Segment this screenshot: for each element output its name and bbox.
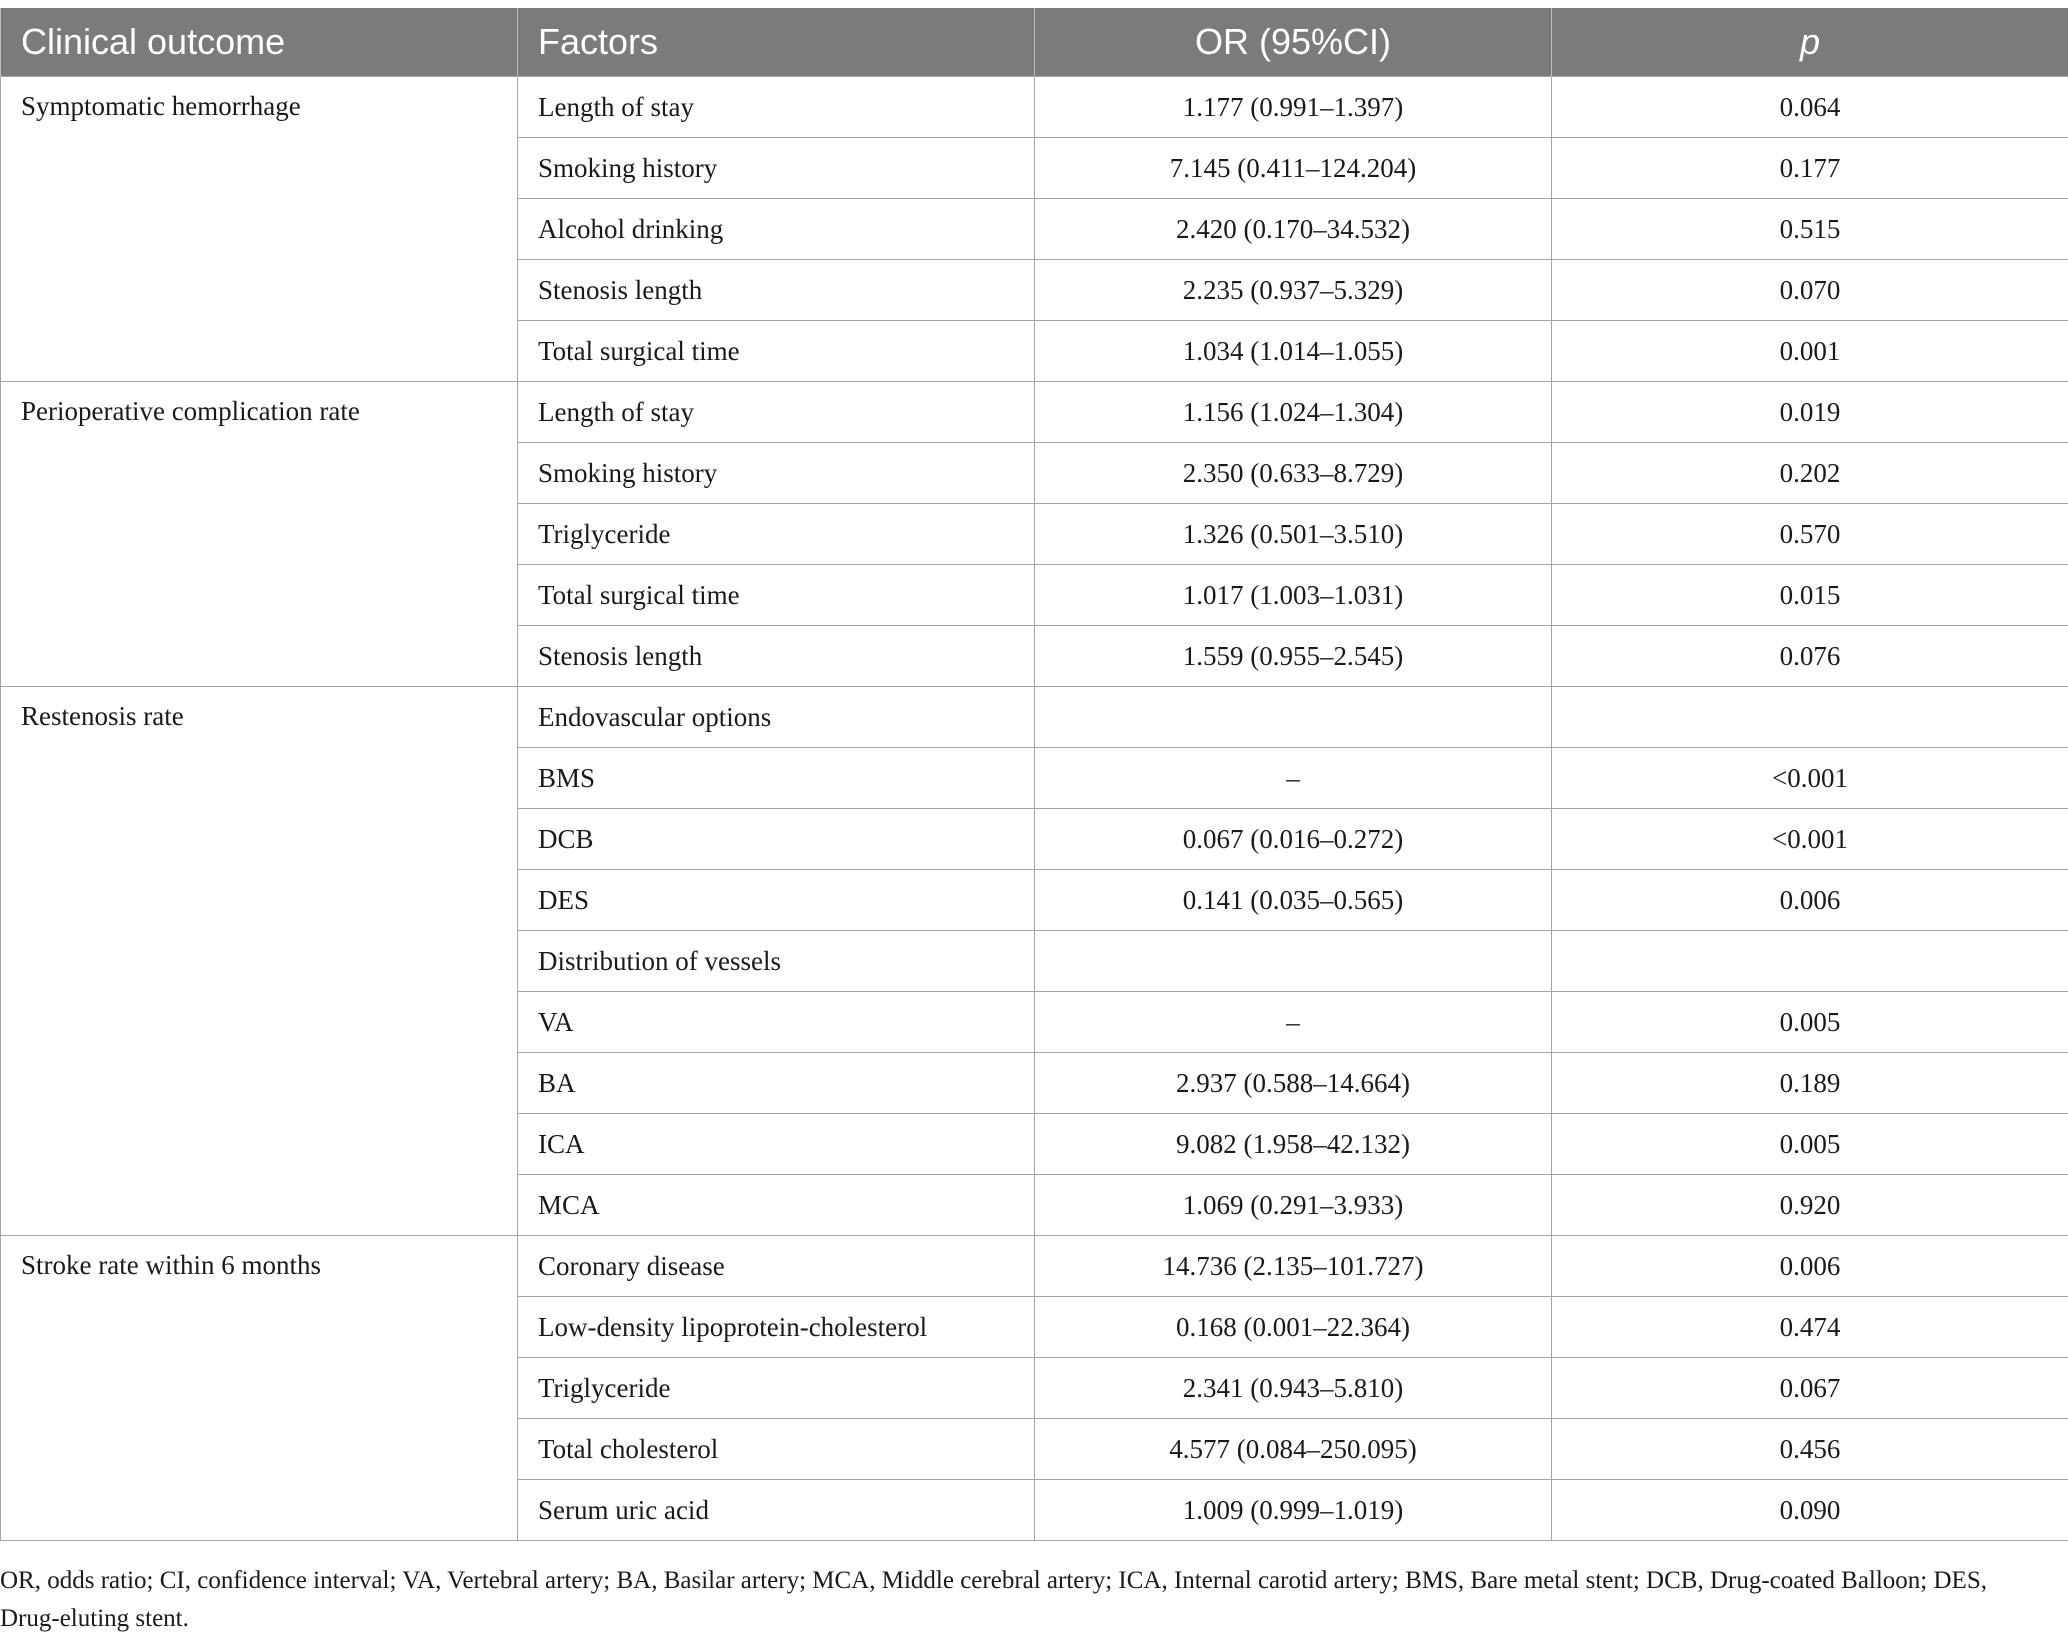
odds-ratio-cell: 1.069 (0.291–3.933): [1035, 1175, 1552, 1236]
factor-cell: Alcohol drinking: [518, 199, 1035, 260]
factor-cell: Stenosis length: [518, 626, 1035, 687]
header-clinical-outcome: Clinical outcome: [1, 8, 518, 77]
odds-ratio-cell: 1.156 (1.024–1.304): [1035, 382, 1552, 443]
table-row: [1, 687, 2068, 748]
factor-cell: Total surgical time: [518, 321, 1035, 382]
factor-cell: Smoking history: [518, 443, 1035, 504]
header-p-value: p: [1552, 8, 2068, 77]
table-row: [1, 1236, 2068, 1297]
p-value-cell: 0.189: [1552, 1053, 2068, 1114]
odds-ratio-cell: 1.559 (0.955–2.545): [1035, 626, 1552, 687]
factor-cell: Smoking history: [518, 138, 1035, 199]
odds-ratio-cell: 0.067 (0.016–0.272): [1035, 809, 1552, 870]
odds-ratio-cell: 7.145 (0.411–124.204): [1035, 138, 1552, 199]
p-value-cell: 0.005: [1552, 992, 2068, 1053]
p-value-cell: 0.570: [1552, 504, 2068, 565]
factor-cell: Endovascular options: [518, 687, 1035, 748]
p-value-cell: 0.202: [1552, 443, 2068, 504]
p-value-cell: 0.177: [1552, 138, 2068, 199]
factor-cell: BA: [518, 1053, 1035, 1114]
p-value-cell: 0.019: [1552, 382, 2068, 443]
p-value-cell: 0.001: [1552, 321, 2068, 382]
p-value-cell: 0.090: [1552, 1480, 2068, 1541]
factor-cell: Total cholesterol: [518, 1419, 1035, 1480]
table-header-row: [1, 8, 2068, 77]
table-footnote: OR, odds ratio; CI, confidence interval; VA, Vertebral artery; BA, Basilar artery; MCA, Middle cerebral artery; ICA, Internal carotid artery; BMS, Bare metal stent; DCB, Drug-coated Balloon; DES, Drug-eluting stent.: [0, 1567, 1987, 1632]
table-row: [1, 382, 2068, 443]
factor-cell: Distribution of vessels: [518, 931, 1035, 992]
odds-ratio-cell: 2.341 (0.943–5.810): [1035, 1358, 1552, 1419]
table-row: [1, 77, 2068, 138]
factor-cell: Serum uric acid: [518, 1480, 1035, 1541]
odds-ratio-cell: 9.082 (1.958–42.132): [1035, 1114, 1552, 1175]
odds-ratio-cell: –: [1035, 748, 1552, 809]
clinical-outcome-cell: Restenosis rate: [1, 687, 518, 1236]
p-value-cell: 0.064: [1552, 77, 2068, 138]
odds-ratio-cell: 4.577 (0.084–250.095): [1035, 1419, 1552, 1480]
odds-ratio-cell: 0.141 (0.035–0.565): [1035, 870, 1552, 931]
odds-ratio-cell: 1.017 (1.003–1.031): [1035, 565, 1552, 626]
p-value-cell: 0.067: [1552, 1358, 2068, 1419]
factor-cell: Length of stay: [518, 382, 1035, 443]
odds-ratio-cell: 2.235 (0.937–5.329): [1035, 260, 1552, 321]
factor-cell: ICA: [518, 1114, 1035, 1175]
p-value-cell: 0.920: [1552, 1175, 2068, 1236]
factor-cell: Total surgical time: [518, 565, 1035, 626]
odds-ratio-cell: [1035, 931, 1552, 992]
factor-cell: DCB: [518, 809, 1035, 870]
p-value-cell: <0.001: [1552, 809, 2068, 870]
factor-cell: Low-density lipoprotein-cholesterol: [518, 1297, 1035, 1358]
clinical-outcome-cell: Perioperative complication rate: [1, 382, 518, 687]
p-value-cell: 0.474: [1552, 1297, 2068, 1358]
header-or-ci: OR (95%CI): [1035, 8, 1552, 77]
p-value-cell: 0.076: [1552, 626, 2068, 687]
odds-ratio-cell: 2.937 (0.588–14.664): [1035, 1053, 1552, 1114]
p-value-cell: 0.006: [1552, 870, 2068, 931]
table-body: [1, 77, 2068, 1541]
header-factors: Factors: [518, 8, 1035, 77]
p-value-cell: 0.006: [1552, 1236, 2068, 1297]
odds-ratio-cell: 2.350 (0.633–8.729): [1035, 443, 1552, 504]
odds-ratio-cell: 1.326 (0.501–3.510): [1035, 504, 1552, 565]
p-value-cell: [1552, 931, 2068, 992]
odds-ratio-cell: 1.009 (0.999–1.019): [1035, 1480, 1552, 1541]
factor-cell: Length of stay: [518, 77, 1035, 138]
clinical-outcome-cell: Stroke rate within 6 months: [1, 1236, 518, 1541]
p-value-cell: 0.456: [1552, 1419, 2068, 1480]
results-table: [0, 8, 2068, 1541]
odds-ratio-cell: –: [1035, 992, 1552, 1053]
clinical-outcome-cell: Symptomatic hemorrhage: [1, 77, 518, 382]
odds-ratio-cell: 14.736 (2.135–101.727): [1035, 1236, 1552, 1297]
odds-ratio-cell: 1.034 (1.014–1.055): [1035, 321, 1552, 382]
factor-cell: BMS: [518, 748, 1035, 809]
odds-ratio-cell: 1.177 (0.991–1.397): [1035, 77, 1552, 138]
factor-cell: Triglyceride: [518, 1358, 1035, 1419]
p-value-cell: [1552, 687, 2068, 748]
odds-ratio-cell: 0.168 (0.001–22.364): [1035, 1297, 1552, 1358]
p-value-cell: <0.001: [1552, 748, 2068, 809]
p-value-cell: 0.515: [1552, 199, 2068, 260]
odds-ratio-cell: [1035, 687, 1552, 748]
factor-cell: MCA: [518, 1175, 1035, 1236]
results-table-container: [0, 8, 2068, 1541]
factor-cell: Coronary disease: [518, 1236, 1035, 1297]
factor-cell: Triglyceride: [518, 504, 1035, 565]
p-value-cell: 0.070: [1552, 260, 2068, 321]
p-value-cell: 0.015: [1552, 565, 2068, 626]
odds-ratio-cell: 2.420 (0.170–34.532): [1035, 199, 1552, 260]
factor-cell: DES: [518, 870, 1035, 931]
factor-cell: VA: [518, 992, 1035, 1053]
factor-cell: Stenosis length: [518, 260, 1035, 321]
p-value-cell: 0.005: [1552, 1114, 2068, 1175]
